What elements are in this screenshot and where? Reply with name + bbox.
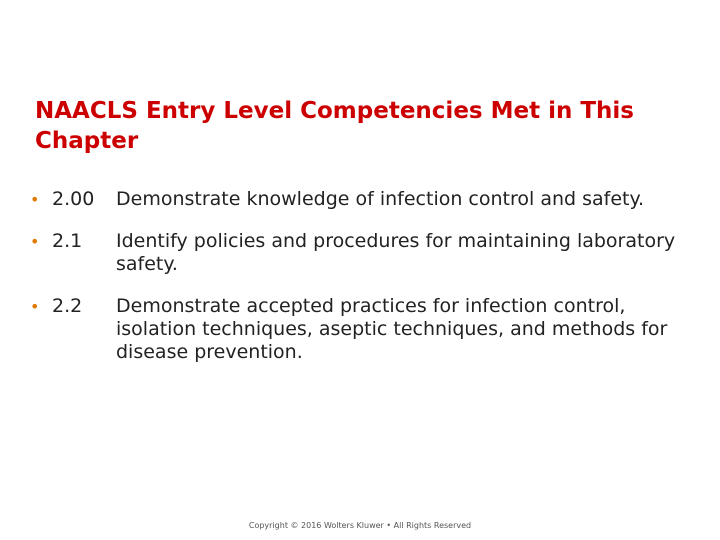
competency-number: 2.2 bbox=[52, 295, 83, 317]
bullet-icon: • bbox=[30, 232, 40, 251]
list-item bbox=[30, 295, 690, 364]
slide-title: NAACLS Entry Level Competencies Met in This Chapter bbox=[35, 98, 634, 154]
list-item bbox=[30, 188, 690, 211]
copyright-footer: Copyright © 2016 Wolters Kluwer • All Rights Reserved bbox=[248, 521, 472, 530]
competency-text: Demonstrate knowledge of infection control and safety. bbox=[116, 188, 645, 210]
bullet-icon: • bbox=[30, 190, 40, 209]
competency-number: 2.00 bbox=[52, 188, 95, 210]
competency-text: Demonstrate accepted practices for infection control, isolation techniques, aseptic techniques, and methods for disease prevention. bbox=[116, 295, 668, 363]
bullet-icon: • bbox=[30, 297, 40, 316]
competency-list bbox=[30, 188, 690, 383]
competency-number: 2.1 bbox=[52, 230, 83, 252]
competency-text: Identify policies and procedures for maintaining laboratory safety. bbox=[116, 230, 676, 275]
list-item bbox=[30, 230, 690, 276]
